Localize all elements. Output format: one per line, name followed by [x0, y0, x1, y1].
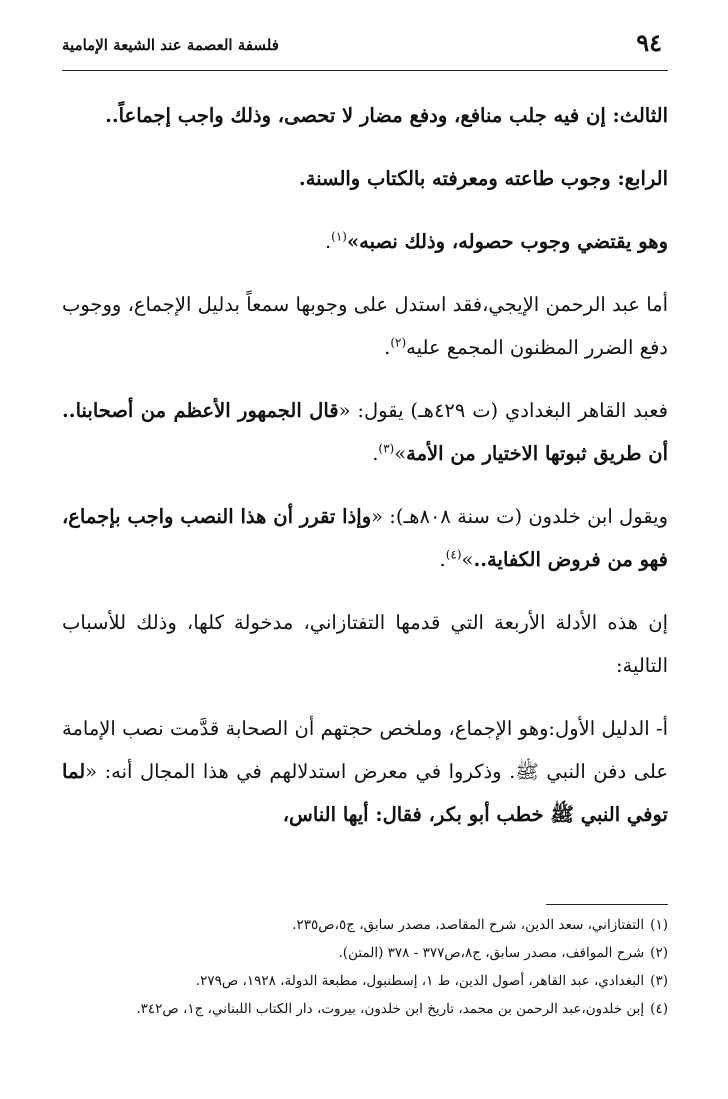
- book-page: [62, 28, 668, 1017]
- paragraph: [62, 495, 668, 581]
- text-segment: أما عبد الرحمن الإيجي،فقد استدل على وجوبها سمعاً بدليل الإجماع، ووجوب دفع الضرر المظنون المجمع عليه: [62, 293, 668, 359]
- text-segment: »: [394, 442, 407, 465]
- footnote-number: (٣): [650, 973, 668, 989]
- footnote-rule: [546, 904, 668, 905]
- paragraph: [62, 220, 668, 263]
- text-segment: أ- الدليل الأول:وهو الإجماع، وملخص حجتهم أن الصحابة قدَّمت نصب الإمامة على دفن النبي ﷺ. وذكروا في معرض استدلالهم في هذا المجال أنه: «: [62, 717, 668, 783]
- footnote-list: [62, 911, 668, 1023]
- text-segment: .: [439, 548, 446, 571]
- paragraph: [62, 157, 668, 200]
- footnote-ref: (٣): [378, 441, 395, 456]
- footnote-ref: (١): [331, 229, 347, 244]
- text-segment: إن هذه الأدلة الأربعة التي قدمها التفتازاني، مدخولة كلها، وذلك للأسباب التالية:: [62, 611, 668, 677]
- footnote: [62, 911, 668, 939]
- footnote-number: (٢): [650, 945, 668, 961]
- page-header: [62, 28, 668, 62]
- text-segment: .: [372, 442, 379, 465]
- footnote-number: (٤): [650, 1001, 668, 1017]
- footnote-text: التفتازاني، سعد الدين، شرح المقاصد، مصدر سابق، ج٥،ص٢٣٥.: [292, 917, 645, 933]
- body-text: [62, 94, 668, 856]
- text-segment: .: [324, 230, 332, 253]
- page-number: ٩٤: [636, 28, 662, 57]
- text-segment: .: [384, 336, 391, 359]
- text-segment: لما توفي النبي ﷺ خطب أبو بكر، فقال: أيها الناس،: [62, 760, 668, 826]
- text-segment: فعبد القاهر البغدادي (ت ٤٢٩هـ) يقول: «: [338, 399, 668, 422]
- footnote-text: إبن خلدون،عبد الرحمن بن محمد، تاريخ ابن خلدون، بيروت، دار الكتاب اللبناني، ج١، ص٣٤٢.: [136, 1001, 645, 1017]
- footnote-text: شرح المواقف، مصدر سابق، ج٨،ص٣٧٧ - ٣٧٨ (المتن).: [338, 945, 645, 961]
- header-rule: [62, 70, 668, 71]
- footnote-number: (١): [650, 917, 668, 933]
- text-segment: »: [461, 548, 474, 571]
- text-segment: قال الجمهور الأعظم من أصحابنا.. أن طريق ثبوتها الاختيار من الأمة: [62, 399, 668, 465]
- footnote: [62, 939, 668, 967]
- footnote: [62, 967, 668, 995]
- footnote-ref: (٢): [390, 335, 407, 350]
- text-segment: وإذا تقرر أن هذا النصب واجب بإجماع، فهو من فروض الكفاية..: [62, 505, 668, 571]
- footnote: [62, 995, 668, 1023]
- footnote-text: البغدادي، عبد القاهر، أصول الدين، ط ١، إسطنبول، مطبعة الدولة، ١٩٢٨، ص٢٧٩.: [195, 973, 645, 989]
- running-title: فلسفة العصمة عند الشيعة الإمامية: [62, 36, 279, 54]
- text-segment: الثالث: إن فيه جلب منافع، ودفع مضار لا تحصى، وذلك واجب إجماعاً..: [105, 104, 668, 127]
- paragraph: [62, 94, 668, 137]
- footnotes: [62, 904, 668, 1023]
- text-segment: وهو يقتضي وجوب حصوله، وذلك نصبه»: [346, 230, 668, 253]
- paragraph: [62, 389, 668, 475]
- text-segment: الرابع: وجوب طاعته ومعرفته بالكتاب والسنة.: [298, 167, 668, 190]
- paragraph: [62, 601, 668, 687]
- paragraph: [62, 283, 668, 369]
- text-segment: ويقول ابن خلدون (ت سنة ٨٠٨هـ): «: [371, 505, 668, 528]
- footnote-ref: (٤): [445, 547, 462, 562]
- paragraph: [62, 707, 668, 836]
